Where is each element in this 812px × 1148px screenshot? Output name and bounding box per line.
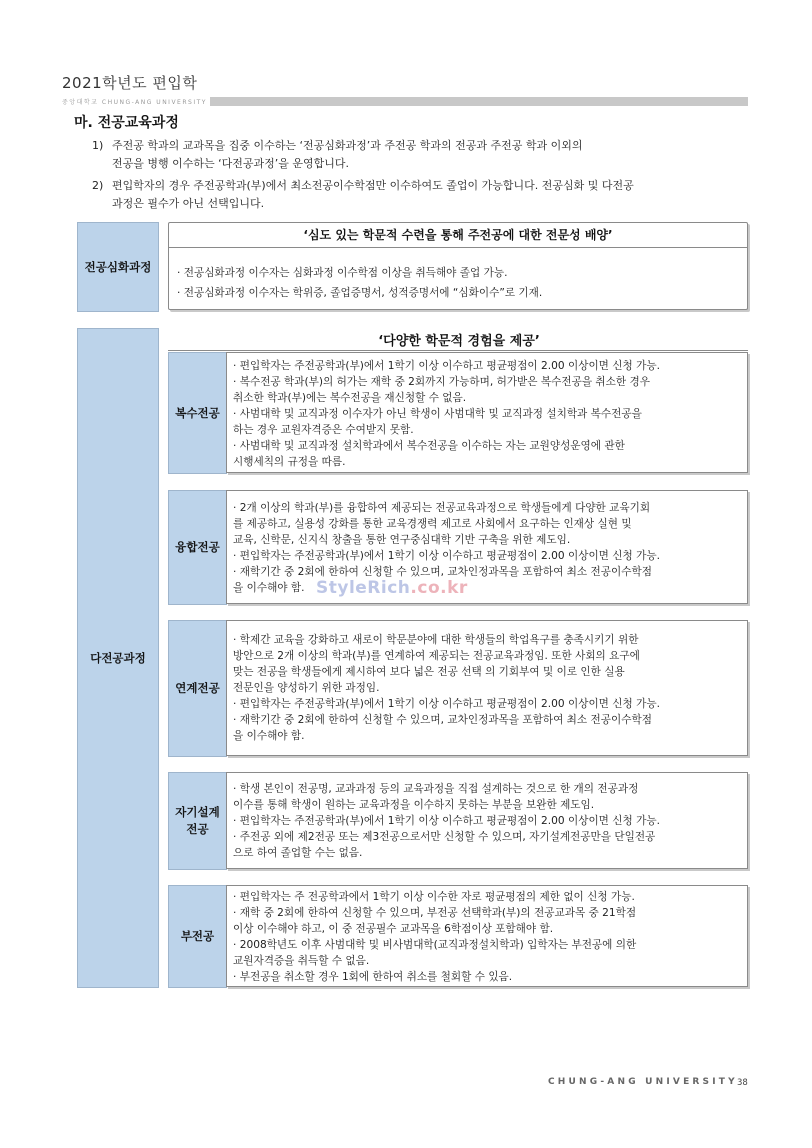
page-number: 38 bbox=[737, 1078, 748, 1088]
minor-line: · 2008학년도 이후 사범대학 및 비사범대학(교직과정설치학과) 입학자는 부전공에 의한 bbox=[233, 939, 637, 951]
deep-major-line: · 전공심화과정 이수자는 학위증, 졸업증명서, 성적증명서에 “심화이수”로 기재. bbox=[177, 287, 543, 299]
convergence-major-label-text: 융합전공 bbox=[175, 540, 220, 554]
minor-line: · 부전공을 취소할 경우 1회에 한하여 취소를 철회할 수 있음. bbox=[233, 971, 513, 983]
double-major-label bbox=[168, 352, 227, 474]
linked-major-box bbox=[226, 620, 748, 756]
page-header-title: 2021학년도 편입학 bbox=[62, 74, 198, 92]
deep-major-line: · 전공심화과정 이수자는 심화과정 이수학점 이상을 취득해야 졸업 가능. bbox=[177, 267, 508, 279]
multi-major-label-text: 다전공과정 bbox=[90, 651, 146, 665]
intro-item-1 bbox=[92, 137, 772, 177]
linked-major-line: · 학제간 교육을 강화하고 새로이 학문분야에 대한 학생들의 학업욕구를 충족시키기 위한 bbox=[233, 634, 639, 646]
convergence-major-line: 교육, 신학문, 신지식 창출을 통한 연구중심대학 기반 구축을 위한 제도임. bbox=[233, 534, 571, 546]
convergence-major-line: 를 제공하고, 실용성 강화를 통한 교육경쟁력 제고로 사회에서 요구하는 인재상 실현 및 bbox=[233, 518, 632, 530]
page-header-subtitle: 중앙대학교 CHUNG-ANG UNIVERSITY bbox=[62, 99, 207, 106]
double-major-line: 시행세칙의 규정을 따름. bbox=[233, 456, 346, 468]
linked-major-line: 맞는 전공을 학생들에게 제시하여 보다 넓은 전공 선택 의 기회부여 및 이로 인한 실용 bbox=[233, 666, 625, 678]
convergence-major-line: · 편입학자는 주전공학과(부)에서 1학기 이상 이수하고 평균평점이 2.00 이상이면 신청 가능. bbox=[233, 550, 660, 562]
deep-major-label bbox=[77, 222, 159, 312]
convergence-major-line: · 2개 이상의 학과(부)를 융합하여 제공되는 전공교육과정으로 학생들에게 다양한 교육기회 bbox=[233, 502, 651, 514]
minor-line: · 재학 중 2회에 한하여 신청할 수 있으며, 부전공 선택학과(부)의 전공교과목 중 21학점 bbox=[233, 907, 637, 919]
minor-box bbox=[226, 885, 748, 987]
linked-major-label-text: 연계전공 bbox=[175, 681, 220, 695]
linked-major-line: · 편입학자는 주전공학과(부)에서 1학기 이상 이수하고 평균평점이 2.00 이상이면 신청 가능. bbox=[233, 698, 660, 710]
multi-major-heading-divider bbox=[168, 350, 748, 351]
deep-major-heading: ‘심도 있는 학문적 수련을 통해 주전공에 대한 전문성 배양’ bbox=[169, 223, 747, 248]
self-designed-major-line: 으로 하여 졸업할 수는 없음. bbox=[233, 847, 363, 859]
linked-major-line: · 재학기간 중 2회에 한하여 신청할 수 있으며, 교차인정과목을 포함하여 최소 전공이수학점 bbox=[233, 714, 652, 726]
self-designed-major-line: 이수를 통해 학생이 원하는 교육과정을 이수하지 못하는 부분을 보완한 제도임. bbox=[233, 799, 595, 811]
double-major-line: · 복수전공 학과(부)의 허가는 재학 중 2회까지 가능하며, 허가받은 복수전공을 취소한 경우 bbox=[233, 376, 650, 388]
section-title: 마. 전공교육과정 bbox=[74, 115, 179, 131]
convergence-major-label bbox=[168, 490, 227, 605]
intro-number: 2) bbox=[92, 179, 104, 192]
deep-major-label-text: 전공심화과정 bbox=[84, 260, 152, 274]
self-designed-major-line: · 학생 본인이 전공명, 교과과정 등의 교육과정을 직접 설계하는 것으로 한 개의 전공과정 bbox=[233, 783, 639, 795]
double-major-line: · 사범대학 및 교직과정 설치학과에서 복수전공을 이수하는 자는 교원양성운영에 관한 bbox=[233, 440, 625, 452]
intro-line: 편입학자의 경우 주전공학과(부)에서 최소전공이수학점만 이수하여도 졸업이 가능합니다. 전공심화 및 다전공 bbox=[112, 179, 634, 192]
self-designed-major-line: · 주전공 외에 제2전공 또는 제3전공으로서만 신청할 수 있으며, 자기설계전공만을 단일전공 bbox=[233, 831, 656, 843]
intro-line: 전공을 병행 이수하는 ‘다전공과정’을 운영합니다. bbox=[112, 157, 349, 170]
minor-line: · 편입학자는 주 전공학과에서 1학기 이상 이수한 자로 평균평점의 제한 없이 신청 가능. bbox=[233, 891, 635, 903]
minor-label-text: 부전공 bbox=[180, 929, 215, 943]
convergence-major-line: 을 이수해야 함. bbox=[233, 582, 305, 594]
double-major-line: 하는 경우 교원자격증은 수여받지 못함. bbox=[233, 424, 414, 436]
multi-major-label bbox=[77, 328, 159, 988]
linked-major-line: 전문인을 양성하기 위한 과정임. bbox=[233, 682, 380, 694]
self-designed-major-label-line: 자기설계 bbox=[175, 805, 220, 819]
watermark-suffix: .co.kr bbox=[410, 578, 468, 598]
double-major-label-text: 복수전공 bbox=[175, 405, 220, 420]
self-designed-major-label bbox=[168, 772, 227, 870]
double-major-box bbox=[226, 352, 748, 473]
header-divider-bar bbox=[210, 97, 748, 106]
double-major-line: · 사범대학 및 교직과정 이수자가 아닌 학생이 사범대학 및 교직과정 설치학과 복수전공을 bbox=[233, 408, 642, 420]
deep-major-box bbox=[168, 222, 748, 310]
convergence-major-box bbox=[226, 490, 748, 604]
self-designed-major-line: · 편입학자는 주전공학과(부)에서 1학기 이상 이수하고 평균평점이 2.00 이상이면 신청 가능. bbox=[233, 815, 660, 827]
watermark-main: StyleRich bbox=[316, 578, 411, 598]
intro-item-2 bbox=[92, 177, 772, 217]
minor-line: 교원자격증을 취득할 수 없음. bbox=[233, 955, 370, 967]
footer-university: CHUNG-ANG UNIVERSITY bbox=[548, 1077, 738, 1087]
self-designed-major-label-line: 전공 bbox=[186, 822, 209, 836]
intro-line: 과정은 필수가 아닌 선택입니다. bbox=[112, 197, 265, 210]
minor-line: 이상 이수해야 하고, 이 중 전공필수 교과목을 6학점이상 포함해야 함. bbox=[233, 923, 554, 935]
linked-major-line: 방안으로 2개 이상의 학과(부)를 연계하여 제공되는 전공교육과정임. 또한 사회의 요구에 bbox=[233, 650, 640, 662]
intro-number: 1) bbox=[92, 139, 104, 152]
watermark bbox=[316, 578, 468, 598]
self-designed-major-box bbox=[226, 772, 748, 869]
deep-major-lines bbox=[169, 248, 747, 303]
double-major-line: · 편입학자는 주전공학과(부)에서 1학기 이상 이수하고 평균평점이 2.00 이상이면 신청 가능. bbox=[233, 360, 660, 372]
multi-major-heading: ‘다양한 학문적 경험을 제공’ bbox=[378, 334, 540, 349]
convergence-major-line: · 재학기간 중 2회에 한하여 신청할 수 있으며, 교차인정과목을 포함하여 최소 전공이수학점 bbox=[233, 566, 652, 578]
linked-major-label bbox=[168, 620, 227, 757]
intro-line: 주전공 학과의 교과목을 집중 이수하는 ‘전공심화과정’과 주전공 학과의 전공과 주전공 학과 이외의 bbox=[112, 139, 583, 152]
linked-major-line: 을 이수해야 함. bbox=[233, 730, 305, 742]
minor-label bbox=[168, 885, 227, 988]
double-major-line: 취소한 학과(부)에는 복수전공을 재신청할 수 없음. bbox=[233, 392, 467, 404]
